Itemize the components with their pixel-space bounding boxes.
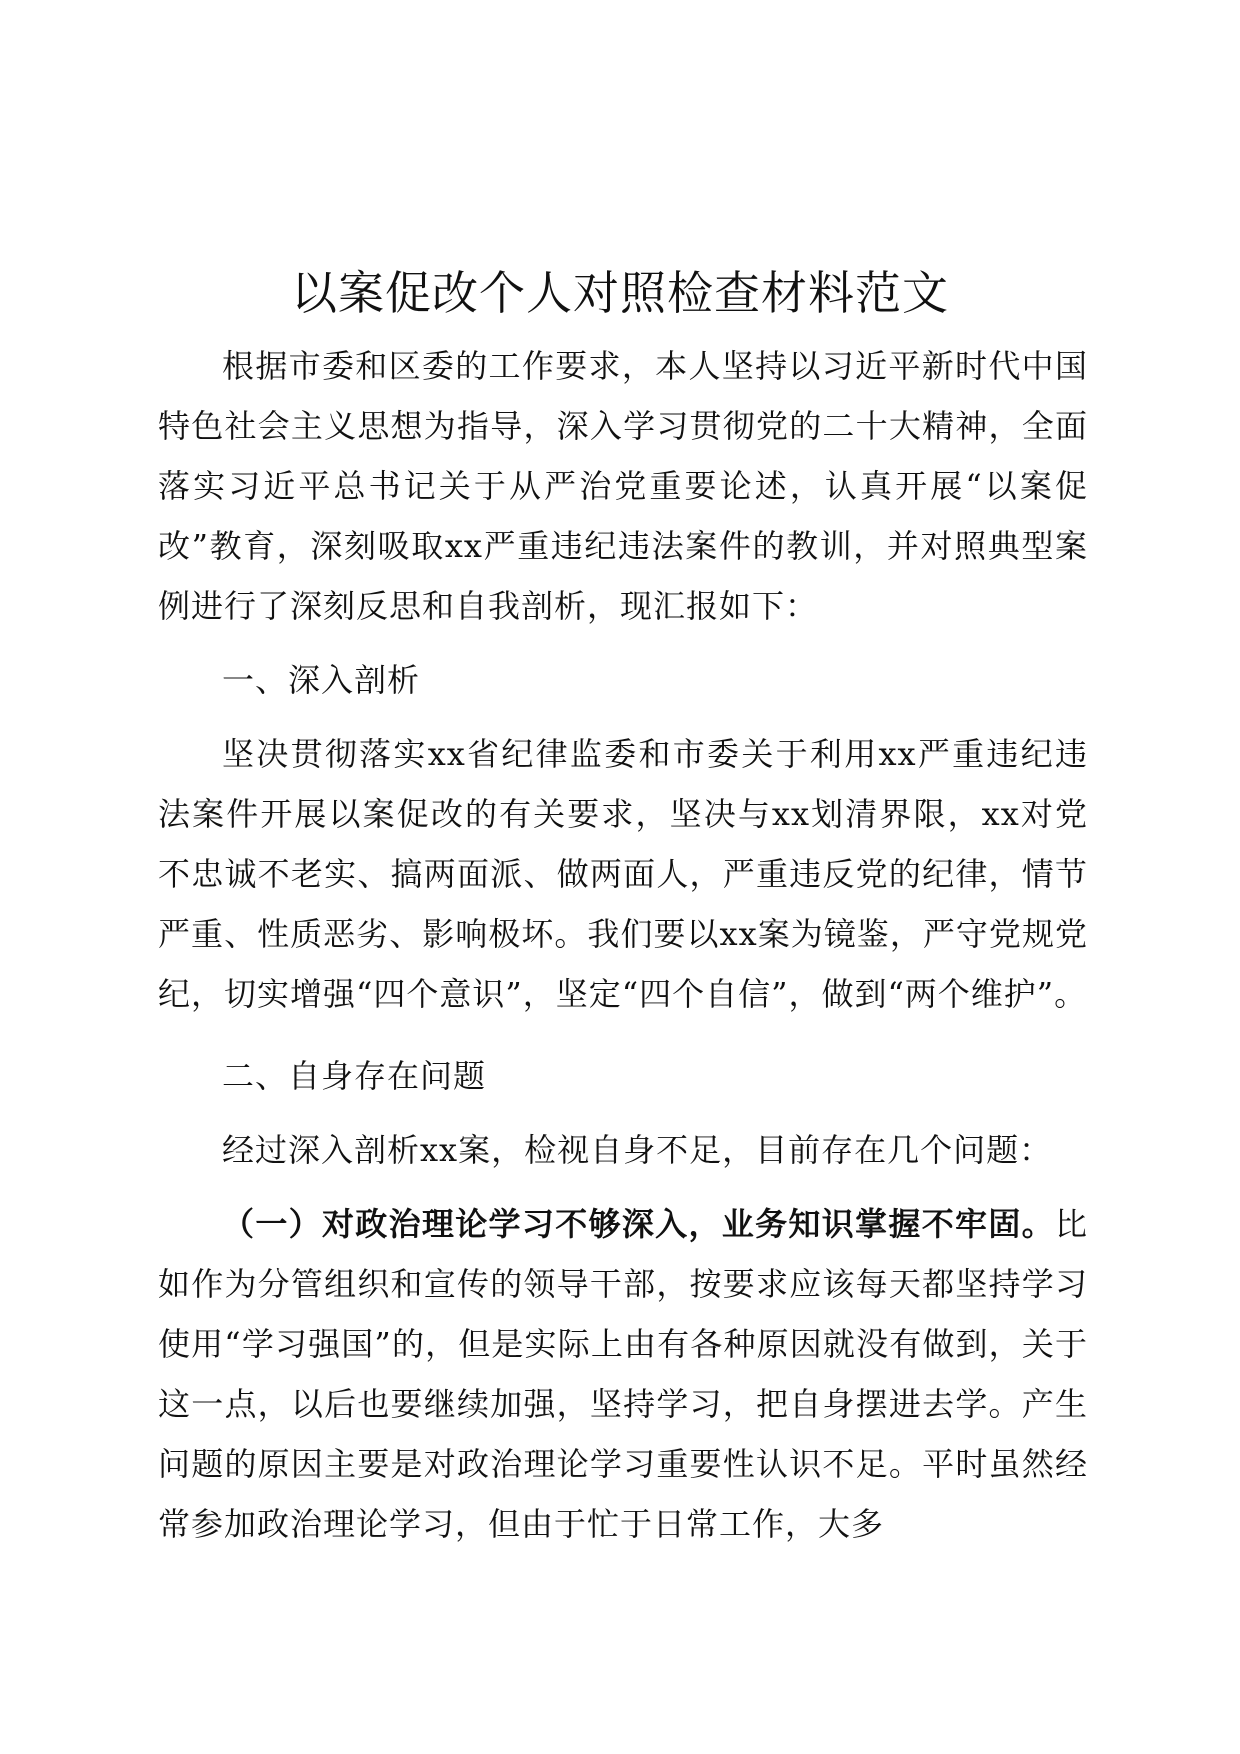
section-2-item-1-paragraph (158, 1194, 1088, 1554)
document-title: 以案促改个人对照检查材料范文 (291, 265, 949, 320)
section-1-heading: 一、深入剖析 (222, 661, 421, 699)
section-1-paragraph: 坚决贯彻落实xx省纪律监委和市委关于利用xx严重违纪违法案件开展以案促改的有关要求，坚决与xx划清界限，xx对党不忠诚不老实、搞两面派、做两面人，严重违反党的纪律，情节严重、性质恶劣、影响极坏。我们要以xx案为镜鉴，严守党规党纪，切实增强“四个意识”，坚定“四个自信”，做到“两个维护”。 (158, 735, 1088, 1013)
section-2-item-1-heading: （一）对政治理论学习不够深入，业务知识掌握不牢固。 (222, 1205, 1055, 1243)
section-2-item-1-body: 比如作为分管组织和宣传的领导干部，按要求应该每天都坚持学习使用“学习强国”的，但是实际上由有各种原因就没有做到，关于这一点，以后也要继续加强，坚持学习，把自身摆进去学。产生问题的原因主要是对政治理论学习重要性认识不足。平时虽然经常参加政治理论学习，但由于忙于日常工作，大多 (158, 1205, 1088, 1543)
section-2-heading: 二、自身存在问题 (222, 1057, 487, 1095)
intro-paragraph: 根据市委和区委的工作要求，本人坚持以习近平新时代中国特色社会主义思想为指导，深入学习贯彻党的二十大精神，全面落实习近平总书记关于从严治党重要论述，认真开展“以案促改”教育，深刻吸取xx严重违纪违法案件的教训，并对照典型案例进行了深刻反思和自我剖析，现汇报如下： (158, 347, 1088, 625)
document-body (158, 336, 1088, 1554)
section-2-intro-paragraph: 经过深入剖析xx案，检视自身不足，目前存在几个问题： (222, 1131, 1053, 1169)
